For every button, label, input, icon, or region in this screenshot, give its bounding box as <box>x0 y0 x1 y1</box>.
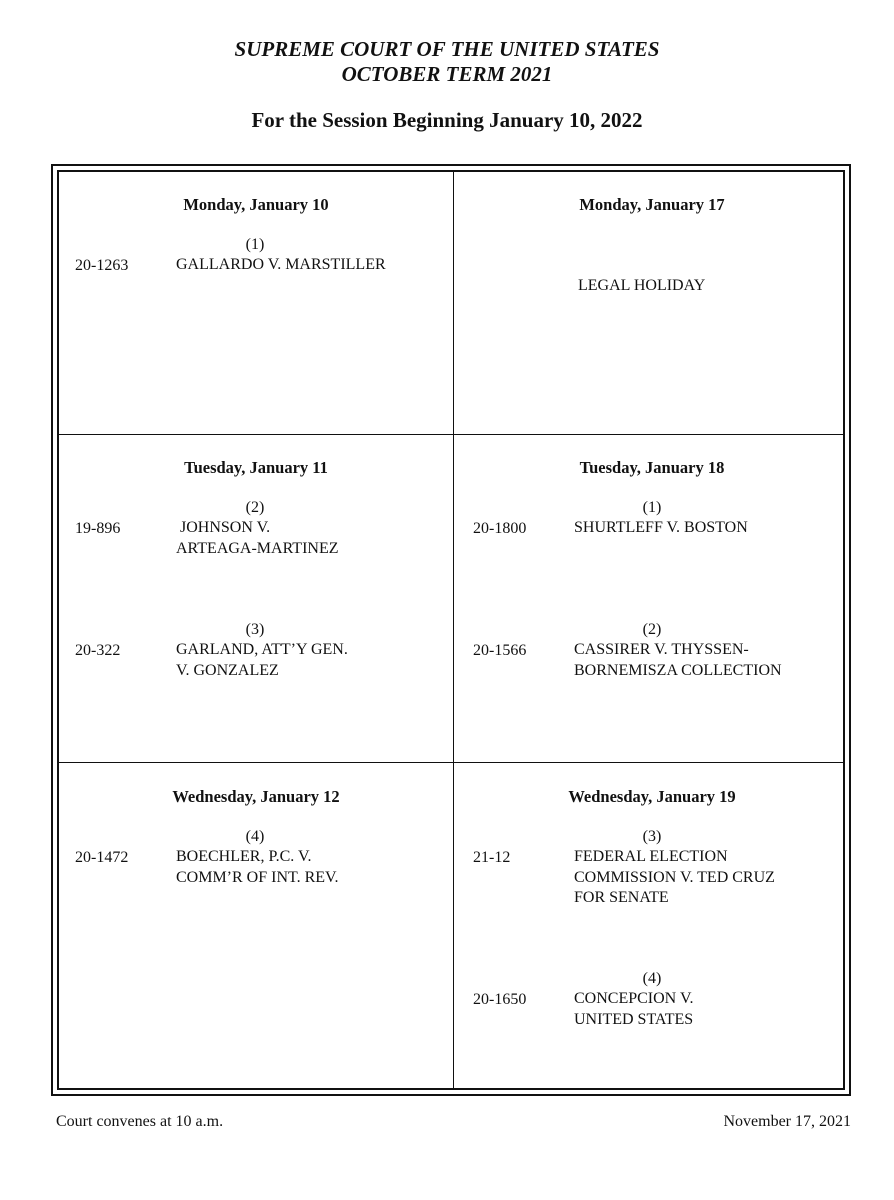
case-name: SHURTLEFF V. BOSTON <box>574 519 748 536</box>
case-name: FEDERAL ELECTION COMMISSION V. TED CRUZ FOR SENATE <box>574 848 775 906</box>
argument-order: (2) <box>245 499 265 516</box>
argument-order: (3) <box>642 828 662 845</box>
court-convenes-note: Court convenes at 10 a.m. <box>56 1113 224 1130</box>
row-divider <box>59 762 843 763</box>
calendar-frame <box>51 164 851 1096</box>
docket-number: 20-1263 <box>75 257 129 274</box>
column-divider <box>453 172 454 1088</box>
docket-number: 21-12 <box>473 849 511 866</box>
docket-number: 20-1650 <box>473 991 527 1008</box>
legal-holiday-note: LEGAL HOLIDAY <box>578 277 706 294</box>
case-name: GALLARDO V. MARSTILLER <box>176 256 386 273</box>
docket-number: 20-1566 <box>473 642 527 659</box>
court-title: SUPREME COURT OF THE UNITED STATES <box>234 37 660 61</box>
argument-order: (4) <box>642 970 662 987</box>
docket-number: 20-1800 <box>473 520 527 537</box>
case-name: GARLAND, ATT’Y GEN. V. GONZALEZ <box>176 641 348 679</box>
day-heading: Wednesday, January 12 <box>172 787 340 806</box>
case-name: BOECHLER, P.C. V. COMM’R OF INT. REV. <box>176 848 339 886</box>
term-title: OCTOBER TERM 2021 <box>341 62 553 86</box>
docket-number: 20-1472 <box>75 849 129 866</box>
row-divider <box>59 434 843 435</box>
day-heading: Monday, January 10 <box>183 195 329 214</box>
day-heading: Wednesday, January 19 <box>568 787 736 806</box>
session-title: For the Session Beginning January 10, 2022 <box>251 108 643 132</box>
day-heading: Tuesday, January 18 <box>579 458 725 477</box>
case-name: CONCEPCION V. UNITED STATES <box>574 990 694 1028</box>
case-name: CASSIRER V. THYSSEN- BORNEMISZA COLLECTION <box>574 641 782 679</box>
argument-order: (2) <box>642 621 662 638</box>
argument-order: (4) <box>245 828 265 845</box>
docket-number: 20-322 <box>75 642 121 659</box>
day-heading: Tuesday, January 11 <box>184 458 328 477</box>
day-heading: Monday, January 17 <box>579 195 725 214</box>
issue-date: November 17, 2021 <box>723 1113 851 1130</box>
docket-number: 19-896 <box>75 520 121 537</box>
calendar-grid <box>57 170 845 1090</box>
argument-order: (3) <box>245 621 265 638</box>
case-name: JOHNSON V. ARTEAGA-MARTINEZ <box>176 519 339 557</box>
argument-order: (1) <box>245 236 265 253</box>
argument-order: (1) <box>642 499 662 516</box>
